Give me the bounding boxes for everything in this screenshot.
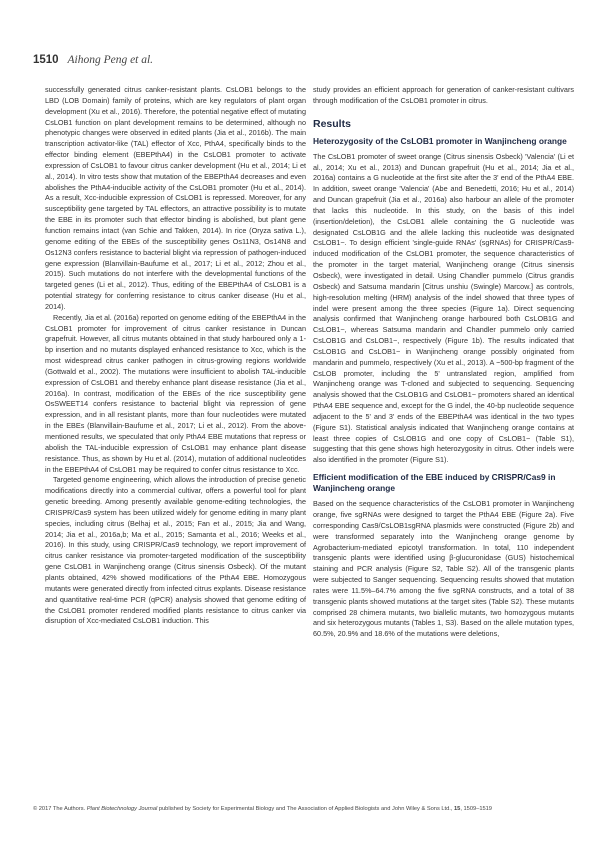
subsection-heading: Efficient modification of the EBE induced by CRISPR/Cas9 in Wanjincheng orange (313, 472, 556, 494)
page-number: 1510 (33, 54, 59, 66)
body-paragraph: successfully generated citrus canker-resistant plants. CsLOB1 belongs to the LBD (LOB Domain) family of proteins, which are key regulators of plant organ development (Xu et al., 2016). Therefore, the potential negative effect of mutating CsLOB1 function on plant development remains to be determined, although no phenotypic changes were observed in edited plants (Jia et al., 2016b). The main transcription activator-like (TAL) effector of Xcc, PthA4, specifically binds to the effector binding element (EBEPthA4) in the CsLOB1 promoter to activate expression of CsLOB1 to favour citrus canker development (Hu et al., 2014; Li et al., 2014). In vitro tests show that mutation of the EBEPthA4 decreases and even abolishes the PthA4-inducible activity of the CsLOB1 promoter (Hu et al., 2014). As a result, Xcc-inducible expression of CsLOB1 is repressed. Moreover, for any susceptibility gene targeted by TAL effectors, an attractive possibility is to mutate the EBE in its promoter such that effector binding is abolished, but plant gene function remains intact (van Schie and Takken, 2014). In rice (Oryza sativa L.), genome editing of the EBEs of the susceptibility genes Os11N3, Os14N8 and Os12N3 confers resistance to bacterial blight via repression of pathogen-induced gene expression (Blanvillain-Baufume et al., 2017; Li et al., 2012; Zhou et al., 2015). Such mutations do not interfere with the developmental functions of the targeted genes (Li et al., 2012). Thus, editing of the EBEPthA4 of CsLOB1 is a potential strategy for conferring resistance to citrus canker disease (Hu et al., 2014). (45, 85, 306, 311)
running-head-authors: Aihong Peng et al. (67, 54, 154, 66)
section-heading-results: Results (313, 117, 351, 130)
footer-volume: 15 (454, 806, 461, 812)
running-head (33, 54, 153, 66)
body-paragraph: The CsLOB1 promoter of sweet orange (Citrus sinensis Osbeck) 'Valencia' (Li et al., 2014; Xu et al., 2013) and Duncan grapefruit (Hu et al., 2014; Jia et al., 2016a) contains a G nucleotide at the first site after the 3' end of the PthA4 EBE. In addition, sweet orange 'Valencia' (Abe and Benedetti, 2016; Hu et al., 2014) and Duncan grapefruit (Jia et al., 2016a) also harbour an allele of the promoter that lacks this nucleotide. In this study, on the basis of this indel (insertion/deletion), the CsLOB1 allele containing the G nucleotide was designated CsLOB1G and the allele lacking this nucleotide was designated CsLOB1−. To design efficient 'single-guide RNAs' (sgRNAs) for CRISPR/Cas9-induced modification of the CsLOB1 promoter, the sequence characteristics of the promoter in the target material, Wanjincheng orange (Citrus sinensis Osbeck), were investigated in detail. Using Chandler pummelo (Citrus grandis Osbeck) and Satsuma mandarin [Citrus unshiu (Swingle) Marcow.] as controls, high-resolution melting (HRM) analysis of the indel showed that three types of indel were present among the three species (Figure 1a). Direct sequencing analysis confirmed that Wanjincheng orange harboured both CsLOB1G and CsLOB1−, whereas Satsuma mandarin and Chandler pummelo only carried CsLOB1G and CsLOB1−, respectively (Figure 1b). The results indicated that CsLOB1G and CsLOB1− in Wanjincheng orange possibly originated from mandarin and pummelo, respectively (Xu et al., 2013). A ~500-bp fragment of the CsLOB promoter, including the 5' untranslated region, amplified from Wanjincheng orange was T-cloned and subjected to sequencing. Sequencing analysis showed that the CsLOB1G and CsLOB1− promoters shared an identical PthA4 EBE sequence and, except for the G indel, the 40-bp nucleotide sequence adjacent to the 5' and 3' ends of the EBEPthA4 was identical in the two types (Figure S1). Statistical analysis indicated that Wanjincheng orange contains at least three copies of CsLOB1G and one copy of CsLOB1− (Table S1), suggesting that this gene shows high heterozygosity in citrus. Other indels were also identified in the promoter (Figure S1). (313, 151, 574, 465)
footer-pages: , 1509–1519 (460, 806, 492, 812)
subsection-heading: Heterozygosity of the CsLOB1 promoter in Wanjincheng orange (313, 135, 567, 146)
body-paragraph: study provides an efficient approach for generation of canker-resistant cultivars through modification of the CsLOB1 promoter in citrus. (313, 85, 574, 105)
footer-copyright: © 2017 The Authors. (33, 806, 87, 812)
body-paragraph: Targeted genome engineering, which allows the introduction of precise genetic modifications directly into a commercial cultivar, offers a powerful tool for plant genetic breeding. Among presently available genome-editing technologies, the CRISPR/Cas9 system has been utilized widely for genome editing in many plant species, including citrus (Belhaj et al., 2015; Fan et al., 2015; Jia and Wang, 2014; Jia et al., 2016a,b; Ma et al., 2015; Samanta et al., 2016; Weeks et al., 2016). In this study, using CRISPR/Cas9 technology, we report improvement of citrus canker resistance via promoter-targeted modification of the susceptibility gene CsLOB1 in Wanjincheng orange (Citrus sinensis Osbeck). Of the mutant plants obtained, 42% showed modifications of the PthA4 EBE. Homozygous mutants were generated directly from infected citrus explants. Disease resistance and quantitative real-time PCR (qPCR) analysis showed that genome editing of the CsLOB1 promoter rendered modified plants resistance to citrus canker via disruption of Xcc-mediated CsLOB1 induction. This (45, 475, 306, 626)
body-paragraph: Based on the sequence characteristics of the CsLOB1 promoter in Wanjincheng orange, five sgRNAs were designed to target the PthA4 EBE (Figure 2a). Five corresponding Cas9/CsLOB1sgRNA plasmids were constructed (Figure 2b) and were transformed separately into the Wanjincheng orange genome by Agrobacterium-mediated epicotyl transformation. In total, 110 independent transgenic plants were identified using β-glucuronidase (GUS) histochemical staining and PCR analysis (Figure S2, Table S2). All of the transgenic plants were subjected to Sanger sequencing. Sequencing results showed that mutation rates were 11.5%–64.7% among the five sgRNA constructs, and a total of 38 transgenic plants showed mutations at the target sites (Table S2). These mutants comprised 28 chimera mutants, two biallelic mutants, two homozygous mutants and six heterozygous mutants (Tables 1, S3). Based on the allele mutation types, 60.5%, 20.9% and 18.6% of the mutations were deletions, (313, 499, 574, 639)
right-column (313, 85, 574, 640)
copyright-footer (33, 805, 593, 813)
footer-journal: Plant Biotechnology Journal (86, 806, 158, 812)
body-paragraph: Recently, Jia et al. (2016a) reported on genome editing of the EBEPthA4 in the CsLOB1 promoter for improvement of citrus canker resistance in Duncan grapefruit. However, all citrus mutants obtained in that study harboured only a 1-bp insertion and no mutants displayed enhanced resistance to Xcc, which is the most widespread citrus canker pathogen in citrus-growing regions worldwide (Gottwald et al., 2002). The mutations were insufficient to abolish TAL-inducible expression of CsLOB1 and thereby enhance plant disease resistance (Jia et al., 2016a). In contrast, modification of the EBEs of the rice susceptibility gene OsSWEET14 confers resistance to bacterial blight via repression of gene expression, and in all resistant plants, more than four nucleotides were mutated in the EBEs (Blanvillain-Baufume et al., 2017; Li et al., 2012). From the above-mentioned results, we speculated that only PthA4 EBE mutations that repress or abolish the TAL-inducible expression of CsLOB1 may enhance plant disease resistance. Thus, as shown by Hu et al. (2014), mutation of additional nucleotides in the EBEPthA4 of CsLOB1 may be required to confer citrus resistance to Xcc. (45, 312, 307, 474)
left-column (45, 85, 306, 627)
footer-publisher: published by Society for Experimental Biology and The Association of Applied Biologists and John Wiley & Sons Ltd., (157, 806, 455, 812)
